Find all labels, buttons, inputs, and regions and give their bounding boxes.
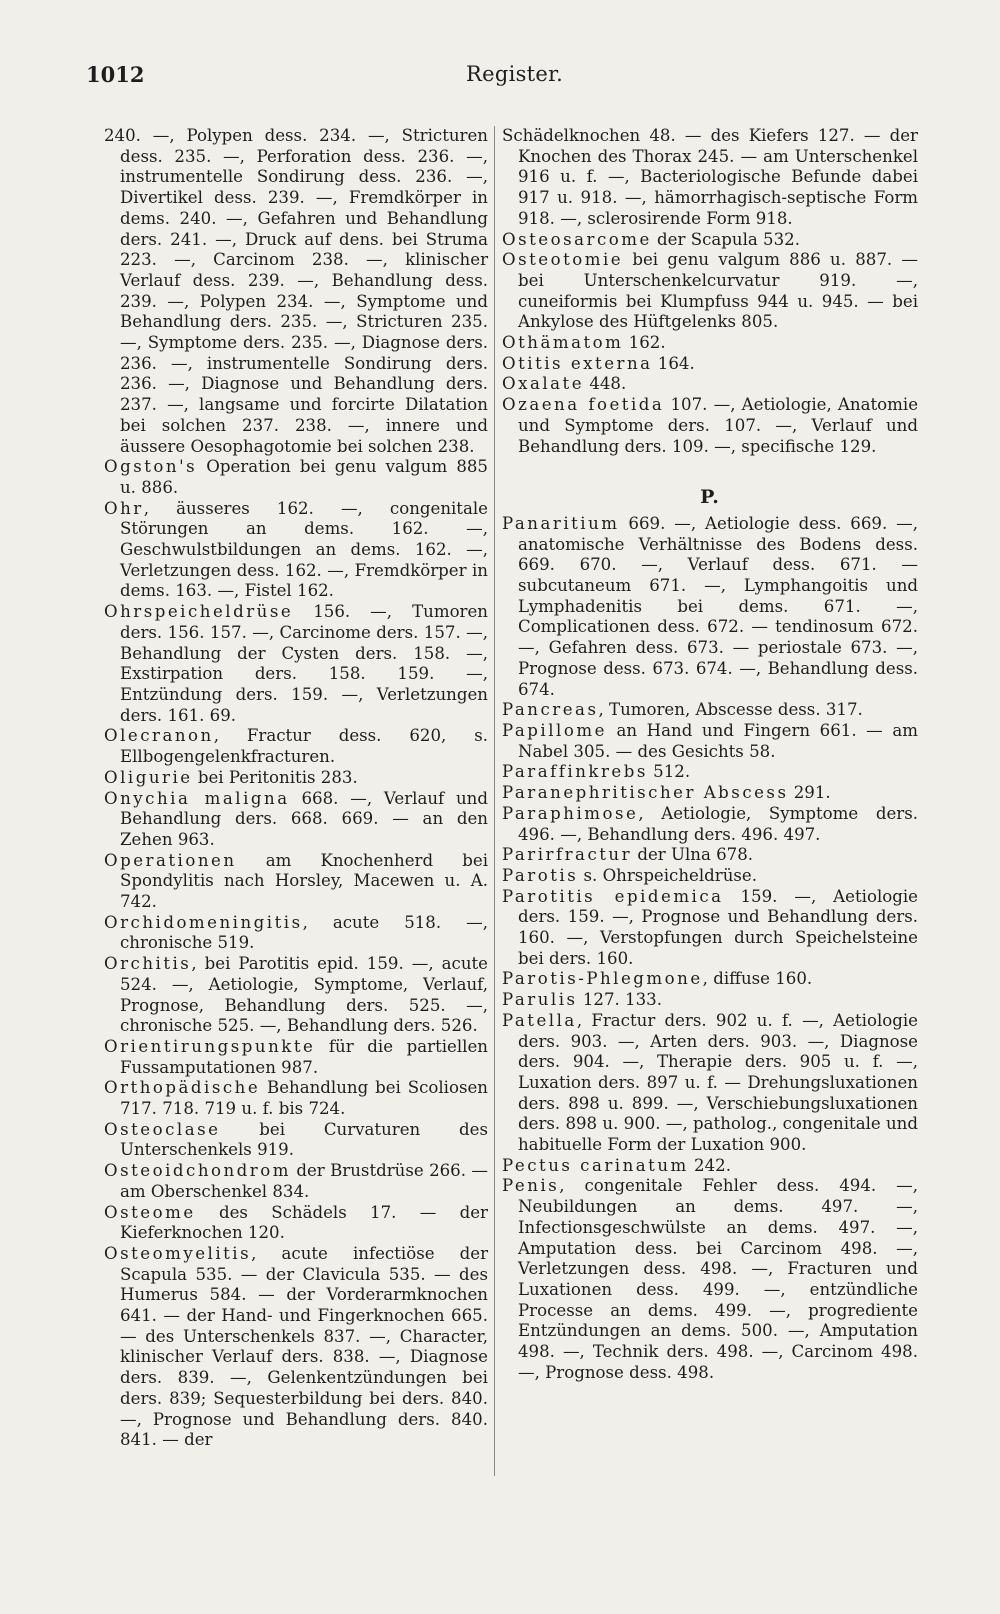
page-number: 1012 (86, 62, 145, 87)
index-entry (502, 845, 918, 866)
entry-text: Schädelknochen 48. — des Kiefers 127. — der Knochen des Thorax 245. — am Unterschenkel 916 u. f. —, Bacteriologische Befunde dabei 917 u. 918. —, hämorrhagisch-septische Form 918. —, sclerosirende Form 918. (502, 126, 918, 228)
entry-headword: Panaritium (502, 513, 620, 533)
entry-headword: Oxalate (502, 374, 585, 394)
entry-headword: Osteoidchondrom (104, 1161, 291, 1181)
index-entry (502, 354, 918, 375)
index-entry (502, 1176, 918, 1383)
index-entry (502, 1011, 918, 1156)
entry-text: , äusseres 162. —, congenitale Störungen an dems. 162. —, Geschwulstbildungen an dems. 162. —, Verletzungen dess. 162. —, Fremdkörper in dems. 163. —, Fistel 162. (120, 498, 488, 601)
index-entry (104, 457, 488, 498)
entry-headword: Ohr (104, 498, 144, 518)
entry-headword: Otitis externa (502, 353, 653, 373)
index-entry (104, 1037, 488, 1078)
entry-headword: Parulis (502, 990, 578, 1010)
entry-headword: Oligurie (104, 767, 193, 787)
index-entry (502, 333, 918, 354)
entry-headword: Ozaena foetida (502, 395, 665, 415)
entry-text: bei Curvaturen des Unterschenkels 919. (120, 1119, 488, 1160)
entry-headword: Olecranon (104, 726, 214, 746)
index-entry (502, 1156, 918, 1177)
entry-text: am Knochenherd bei Spondylitis nach Horsley, Macewen u. A. 742. (120, 850, 488, 912)
index-entry (104, 602, 488, 726)
entry-text: der Ulna 678. (632, 845, 754, 865)
entry-headword: Pectus carinatum (502, 1155, 689, 1175)
index-entry (104, 126, 488, 457)
entry-text: , acute infectiöse der Scapula 535. — der Clavicula 535. — des Humerus 584. — der Vorderarmknochen 641. — der Hand- und Fingerknochen 665. — des Unterschenkels 837. —, Character, klinischer Verlauf ders. 838. —, Diagnose ders. 839. —, Gelenkentzündungen bei ders. 839; Sequesterbildung bei ders. 840. —, Prognose und Behandlung ders. 840. 841. — der (120, 1243, 488, 1450)
entry-text: Behandlung bei Scoliosen 717. 718. 719 u. f. bis 724. (120, 1078, 488, 1119)
entry-text: , congenitale Fehler dess. 494. —, Neubildungen an dems. 497. —, Infectionsgeschwülste an dems. 497. —, Amputation dess. bei Carcinom 498. —, Verletzungen dess. 498. —, Fracturen und Luxationen dess. 499. —, entzündliche Processe an dems. 499. —, progrediente Entzündungen an dems. 500. —, Amputation 498. —, Technik ders. 498. —, Carcinom 498. —, Prognose dess. 498. (518, 1176, 918, 1382)
index-entry (104, 1203, 488, 1244)
index-entry (502, 887, 918, 970)
entry-text: , diffuse 160. (702, 969, 813, 989)
right-column (502, 126, 918, 1383)
index-entry (502, 762, 918, 783)
entry-text: 240. —, Polypen dess. 234. —, Stricturen dess. 235. —, Perforation dess. 236. —, instrumentelle Sondirung dess. 236. —, Divertikel dess. 239. —, Fremdkörper in dems. 240. —, Gefahren und Behandlung ders. 241. —, Druck auf dens. bei Struma 223. —, Carcinom 238. —, klinischer Verlauf dess. 239. —, Behandlung dess. 239. —, Polypen 234. —, Symptome und Behandlung ders. 235. —, Stricturen 235. —, Symptome ders. 235. —, Diagnose ders. 236. —, instrumentelle Sondirung ders. 236. —, Diagnose und Behandlung ders. 237. —, langsame und forcirte Dilatation bei solchen 237. 238. —, innere und äussere Oesophagotomie bei solchen 238. (104, 126, 488, 456)
entry-headword: Osteotomie (502, 250, 624, 270)
entry-headword: Paranephritischer Abscess (502, 783, 789, 803)
entry-text: , acute 518. —, chronische 519. (120, 912, 488, 953)
entry-headword: Othämatom (502, 333, 624, 353)
entry-headword: Parotis-Phlegmone (502, 969, 703, 989)
entry-text: , Fractur dess. 620, s. Ellbogengelenkfracturen. (120, 726, 488, 767)
entry-text: 156. —, Tumoren ders. 156. 157. —, Carcinome ders. 157. —, Behandlung der Cysten ders. 158. —, Exstirpation ders. 158. 159. —, Entzündung ders. 159. —, Verletzungen ders. 161. 69. (120, 602, 488, 725)
entry-text: 448. (584, 374, 627, 394)
entry-text: 164. (652, 353, 695, 373)
index-entry (502, 250, 918, 333)
entry-headword: Pancreas (502, 700, 599, 720)
entry-headword: Orthopädische (104, 1078, 261, 1098)
entry-text: an Hand und Fingern 661. — am Nabel 305. — des Gesichts 58. (518, 720, 918, 761)
index-entry (104, 1120, 488, 1161)
entry-text: , Fractur ders. 902 u. f. —, Aetiologie ders. 903. —, Arten ders. 903. —, Diagnose ders. 904. —, Therapie ders. 905 u. f. —, Luxation ders. 897 u. f. — Drehungsluxationen ders. 898 u. 899. —, Verschiebungsluxationen ders. 898 u. 900. —, patholog., congenitale und habituelle Form der Luxation 900. (518, 1010, 918, 1155)
index-entry (502, 969, 918, 990)
entry-headword: Osteome (104, 1202, 196, 1222)
entry-headword: Ohrspeicheldrüse (104, 602, 294, 622)
entry-text: 512. (647, 762, 691, 782)
index-entry (104, 499, 488, 603)
page-header (86, 62, 564, 96)
entry-headword: Orientirungspunkte (104, 1036, 316, 1056)
entry-headword: Orchidomeningitis (104, 912, 303, 932)
index-entry (502, 514, 918, 700)
entry-text: 162. (623, 333, 666, 353)
entry-text: 669. —, Aetiologie dess. 669. —, anatomische Verhältnisse des Bodens dess. 669. 670. —, Verlauf dess. 671. — subcutaneum 671. —, Lymphangoitis und Lymphadenitis bei dems. 671. —, Complicationen dess. 672. — tendinosum 672. —, Gefahren dess. 673. — periostale 673. —, Prognose dess. 673. 674. —, Behandlung dess. 674. (518, 513, 918, 699)
entry-headword: Operationen (104, 850, 237, 870)
entry-text: des Schädels 17. — der Kieferknochen 120. (120, 1202, 488, 1243)
entry-text: 291. (788, 783, 831, 803)
left-column (104, 126, 488, 1451)
entry-headword: Osteomyelitis (104, 1243, 252, 1263)
entry-headword: Osteoclase (104, 1119, 221, 1139)
entry-headword: Papillome (502, 720, 607, 740)
index-entry (502, 866, 918, 887)
entry-text: 107. —, Aetiologie, Anatomie und Symptome ders. 107. —, Verlauf und Behandlung ders. 109. —, specifische 129. (518, 395, 919, 456)
index-entry (502, 230, 918, 251)
entry-headword: Orchitis (104, 954, 192, 974)
index-entry (502, 990, 918, 1011)
entry-text: 159. —, Aetiologie ders. 159. —, Prognose und Behandlung ders. 160. —, Verstopfungen durch Speichelsteine bei ders. 160. (518, 886, 918, 968)
entry-text: , bei Parotitis epid. 159. —, acute 524. —, Aetiologie, Symptome, Verlauf, Prognose, Behandlung ders. 525. —, chronische 525. —, Behandlung ders. 526. (120, 954, 488, 1036)
index-entry (104, 1244, 488, 1451)
entry-text: 668. —, Verlauf und Behandlung ders. 668. 669. — an den Zehen 963. (120, 788, 488, 849)
index-entry (104, 789, 488, 851)
entry-headword: Paraffinkrebs (502, 762, 648, 782)
section-letter: P. (700, 486, 720, 509)
entry-text: s. Ohrspeicheldrüse. (578, 865, 758, 885)
entry-text: , Tumoren, Abscesse dess. 317. (598, 700, 863, 720)
entry-headword: Parirfractur (502, 845, 633, 865)
index-entry (104, 954, 488, 1037)
index-entry (502, 395, 918, 457)
index-entry (104, 726, 488, 767)
entry-text: 127. 133. (577, 990, 663, 1010)
entry-text: 242. (688, 1155, 732, 1175)
index-entry (502, 126, 918, 230)
index-entry (502, 374, 918, 395)
entry-text: bei genu valgum 886 u. 887. — bei Unterschenkelcurvatur 919. —, cuneiformis bei Klumpfuss 944 u. 945. — bei Ankylose des Hüftgelenks 805. (518, 250, 918, 332)
entry-text: bei Peritonitis 283. (192, 767, 358, 787)
entry-headword: Ogston's (104, 457, 198, 477)
index-entry (104, 913, 488, 954)
index-entry (502, 804, 918, 845)
running-title: Register. (466, 62, 564, 86)
entry-text: , Aetiologie, Symptome ders. 496. —, Behandlung ders. 496. 497. (518, 803, 918, 844)
entry-headword: Onychia maligna (104, 788, 290, 808)
index-entry (104, 1078, 488, 1119)
entry-headword: Patella (502, 1010, 577, 1030)
entry-headword: Osteosarcome (502, 229, 652, 249)
index-entry (502, 783, 918, 804)
entry-text: Operation bei genu valgum 885 u. 886. (120, 457, 488, 497)
entry-headword: Penis (502, 1176, 560, 1196)
entry-text: für die partiellen Fussamputationen 987. (120, 1036, 488, 1077)
index-entry (502, 721, 918, 762)
index-entry (104, 1161, 488, 1202)
index-entry (104, 851, 488, 913)
entry-headword: Paraphimose (502, 803, 639, 823)
entry-headword: Parotis (502, 865, 579, 885)
column-divider (494, 126, 495, 1476)
entry-headword: Parotitis epidemica (502, 886, 724, 906)
index-entry (104, 768, 488, 789)
entry-text: der Brustdrüse 266. — am Oberschenkel 834. (120, 1161, 488, 1201)
entry-text: der Scapula 532. (651, 229, 800, 249)
index-entry (502, 700, 918, 721)
